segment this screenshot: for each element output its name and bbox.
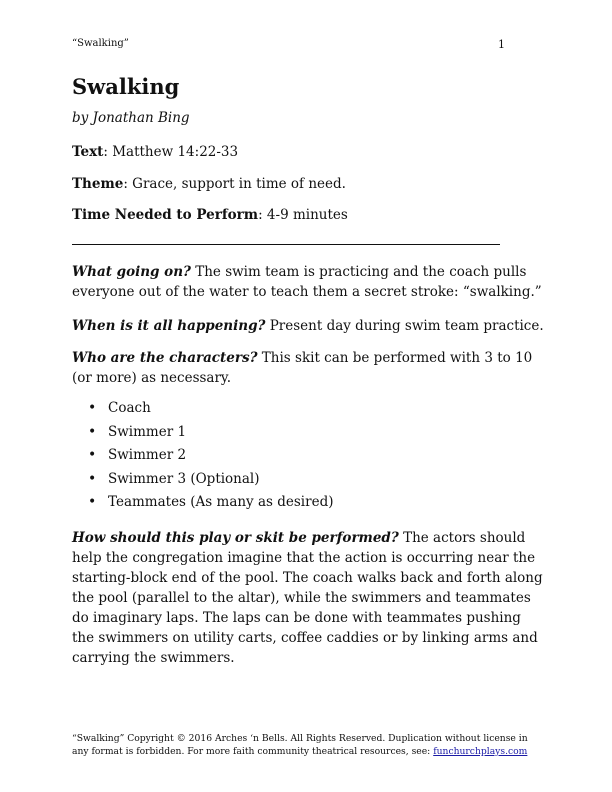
what-section xyxy=(72,262,544,302)
theme-field xyxy=(72,176,346,192)
running-header: “Swalking” xyxy=(72,38,129,49)
time-label: Time Needed to Perform xyxy=(72,207,259,223)
text-value: : Matthew 14:22-33 xyxy=(103,144,239,160)
footer-link[interactable]: funchurchplays.com xyxy=(433,746,528,757)
horizontal-divider xyxy=(72,244,500,245)
theme-value: : Grace, support in time of need. xyxy=(123,176,346,192)
character-list xyxy=(72,398,333,516)
theme-label: Theme xyxy=(72,176,124,192)
who-question: Who are the characters? xyxy=(72,350,258,366)
text-field xyxy=(72,144,238,160)
what-answer: The swim team is practicing and the coach pulls everyone out of the water to teach them a secret stroke: “swalking.” xyxy=(72,264,542,300)
text-label: Text xyxy=(72,144,104,160)
document-title: Swalking xyxy=(72,74,180,99)
who-answer: This skit can be performed with 3 to 10 (or more) as necessary. xyxy=(72,350,533,386)
copyright-footer xyxy=(72,732,544,758)
footer-text: “Swalking” Copyright © 2016 Arches ‘n Bells. All Rights Reserved. Duplication without license in any format is forbidden. For more faith community theatrical resources, see: xyxy=(72,733,528,757)
when-question: When is it all happening? xyxy=(72,318,266,334)
byline: by Jonathan Bing xyxy=(72,110,190,126)
list-item: • Swimmer 1 xyxy=(72,422,333,446)
list-item: • Coach xyxy=(72,398,333,422)
what-question: What going on? xyxy=(72,264,191,280)
time-field xyxy=(72,207,348,223)
page-number: 1 xyxy=(498,38,505,51)
time-value: : 4-9 minutes xyxy=(258,207,348,223)
how-answer: The actors should help the congregation imagine that the action is occurring near the starting-block end of the pool. The coach walks back and forth along the pool (parallel to the altar), while the swimmers and teammates do imaginary laps. The laps can be done with teammates pushing the swimmers on utility carts, coffee caddies or by linking arms and carrying the swimmers. xyxy=(72,530,543,666)
list-item: • Swimmer 2 xyxy=(72,445,333,469)
list-item: • Teammates (As many as desired) xyxy=(72,492,333,516)
list-item: • Swimmer 3 (Optional) xyxy=(72,469,333,493)
when-answer: Present day during swim team practice. xyxy=(265,318,544,334)
how-section xyxy=(72,528,544,668)
how-question: How should this play or skit be performed? xyxy=(72,530,399,546)
who-section xyxy=(72,348,544,388)
when-section xyxy=(72,316,544,336)
